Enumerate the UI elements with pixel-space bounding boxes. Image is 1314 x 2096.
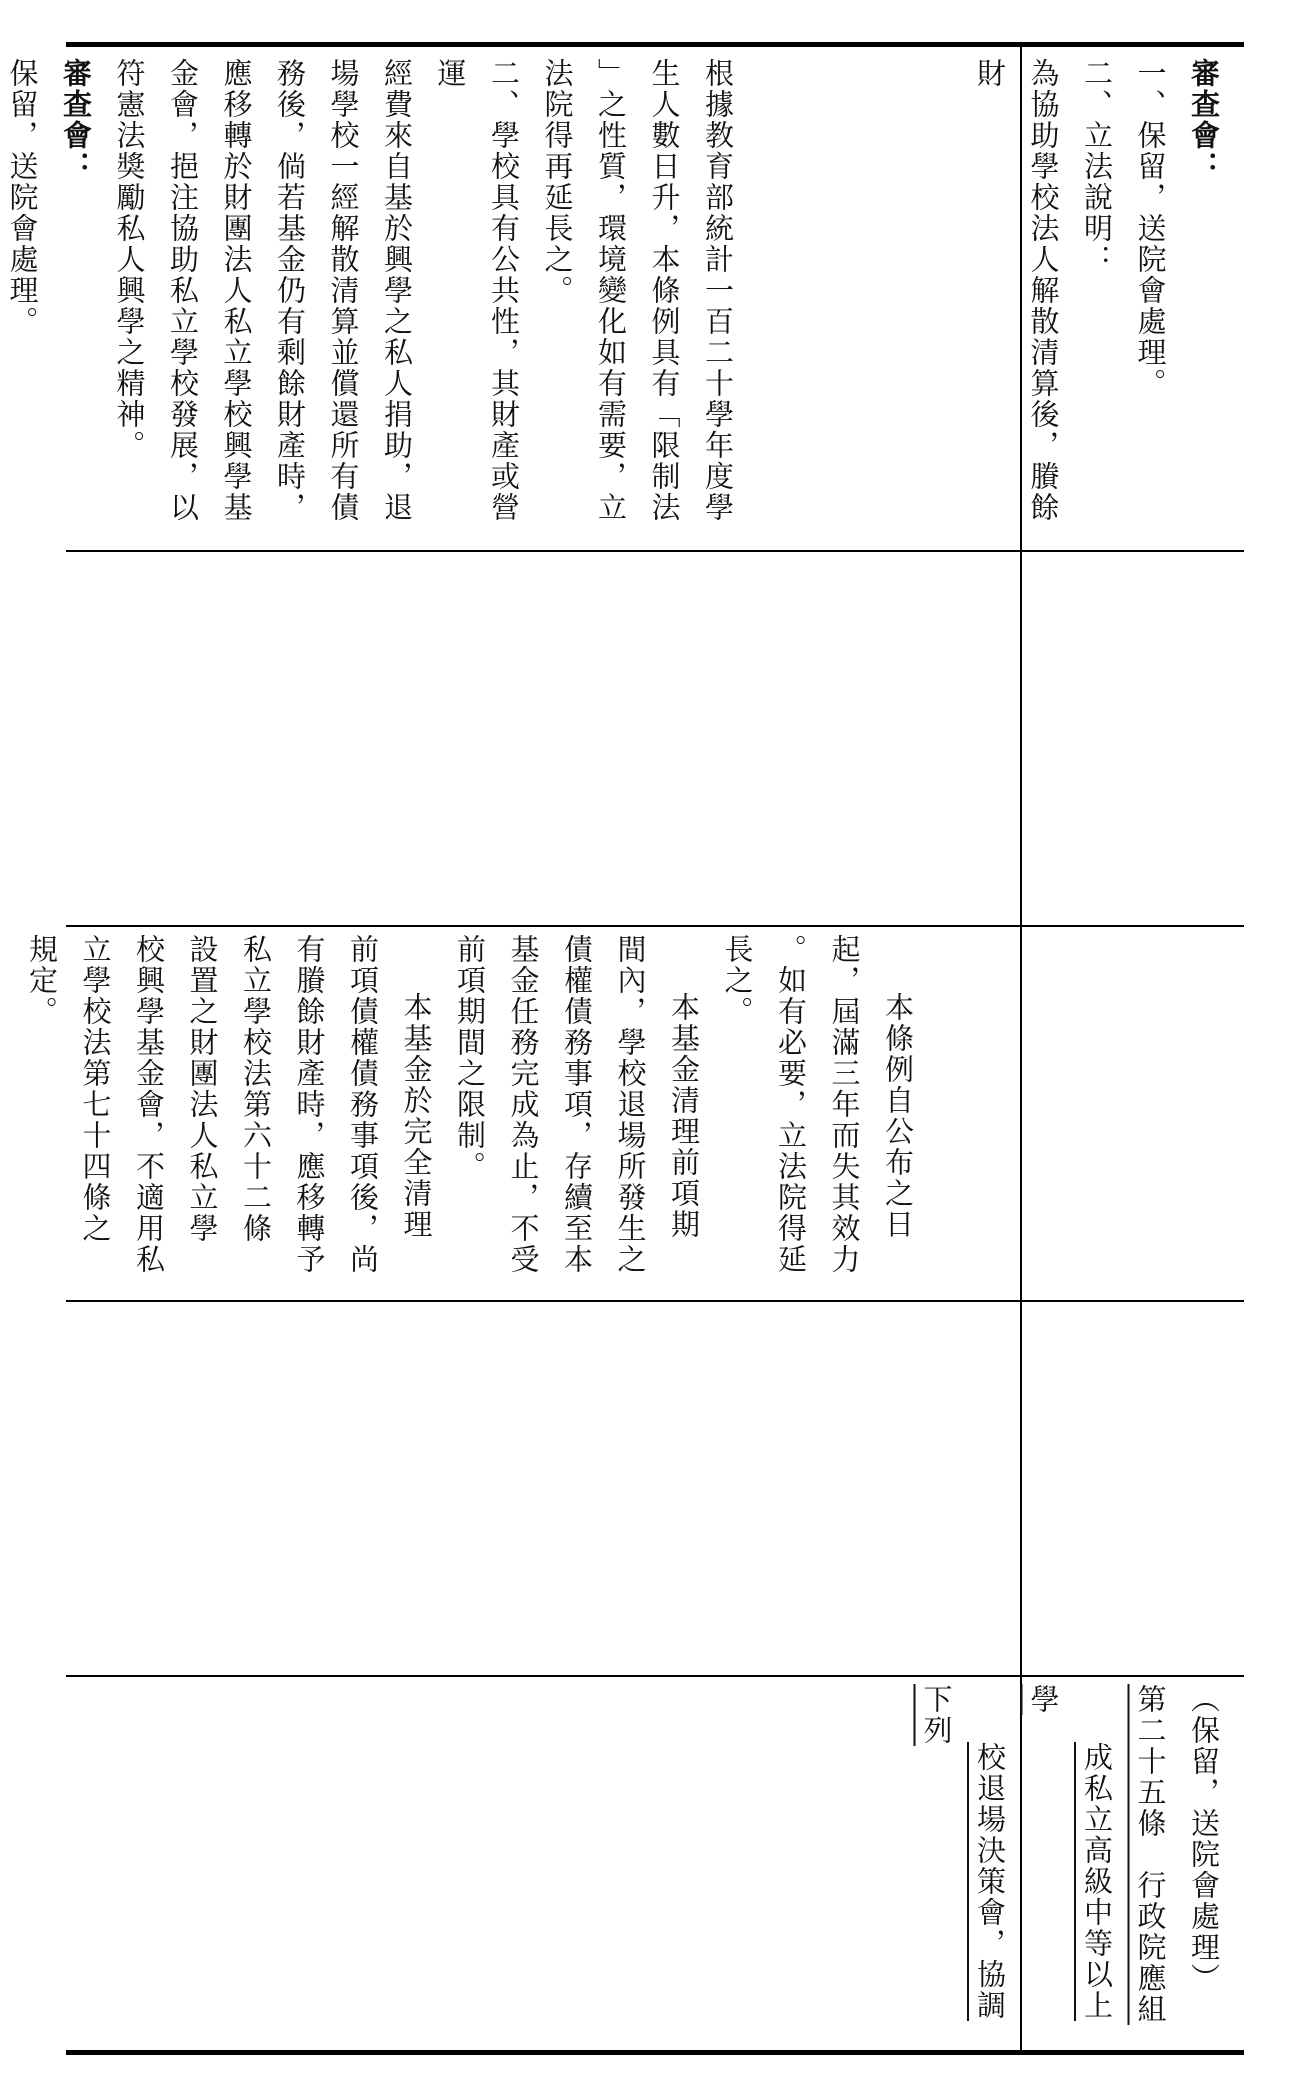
- explanation-line: 符憲法獎勵私人興學之精神。: [112, 58, 147, 461]
- explanation-text-cell: [5, 58, 744, 546]
- explanation-line: 金會，挹注協助私立學校發展，以: [166, 58, 200, 523]
- explanation-line: 法院得再延長之。: [540, 58, 575, 306]
- explanation-line: 生人數日升，本條例具有「限制法: [647, 58, 682, 523]
- article-25-line: 第二十五條 行政院應組: [1133, 1684, 1168, 2025]
- row-divider-1: [66, 550, 1244, 552]
- row-divider-3: [66, 1300, 1244, 1302]
- article-25-line: 校退場決策會，協調下列: [919, 1684, 1007, 2021]
- review-committee-heading: 審查會：: [59, 58, 93, 182]
- explanation-line: 二、學校具有公共性，其財產或營運: [433, 58, 521, 523]
- review-item-2: 二、立法說明：: [1080, 58, 1114, 275]
- article-paragraph-2: 本基金清理前項期 間內，學校退場所發生之 債權債務事項，存續至本 基金任務完成為止，不受 前項期間之限制。: [453, 934, 701, 1275]
- table-bottom-border: [66, 2050, 1244, 2055]
- row-divider-4: [66, 1675, 1244, 1677]
- explanation-line: 根據教育部統計一百二十學年度學: [701, 58, 735, 523]
- review-explanation-text: 為協助學校法人解散清算後，賸餘財: [973, 58, 1061, 523]
- article-25-line: 成私立高級中等以上學: [1026, 1684, 1114, 2021]
- article-text-cell: [25, 934, 924, 1294]
- article-25-cell: [919, 1684, 1230, 2044]
- article-paragraph-1: 本條例自公布之日 起，屆滿三年而失其效力 。如有必要，立法院得延 長之。: [720, 934, 915, 1275]
- row-divider-2: [66, 925, 1244, 927]
- explanation-line: 務後，倘若基金仍有剩餘財產時，: [273, 58, 307, 523]
- review-decision: 保留，送院會處理。: [5, 58, 40, 337]
- explanation-line: 經費來自基於興學之私人捐助，退: [380, 58, 414, 523]
- reserved-note: （保留，送院會處理）: [1187, 1684, 1221, 1994]
- explanation-line: 場學校一經解散清算並償還所有債: [326, 58, 361, 523]
- review-committee-heading: 審查會：: [1187, 58, 1221, 182]
- article-paragraph-3: 本基金於完全清理 前項債權債務事項後，尚 有賸餘財產時，應移轉予 私立學校法第六十二條 設置之財團法人私立學 校興學基金會，不適用私 立學校法第七十四條之 規定。: [25, 934, 434, 1275]
- explanation-line: 」之性質，環境變化如有需要，立: [594, 58, 628, 523]
- review-item-1: 一、保留，送院會處理。: [1133, 58, 1168, 399]
- review-committee-cell: [973, 58, 1230, 546]
- explanation-line: 應移轉於財團法人私立學校興學基: [219, 58, 254, 523]
- table-top-border: [66, 42, 1244, 47]
